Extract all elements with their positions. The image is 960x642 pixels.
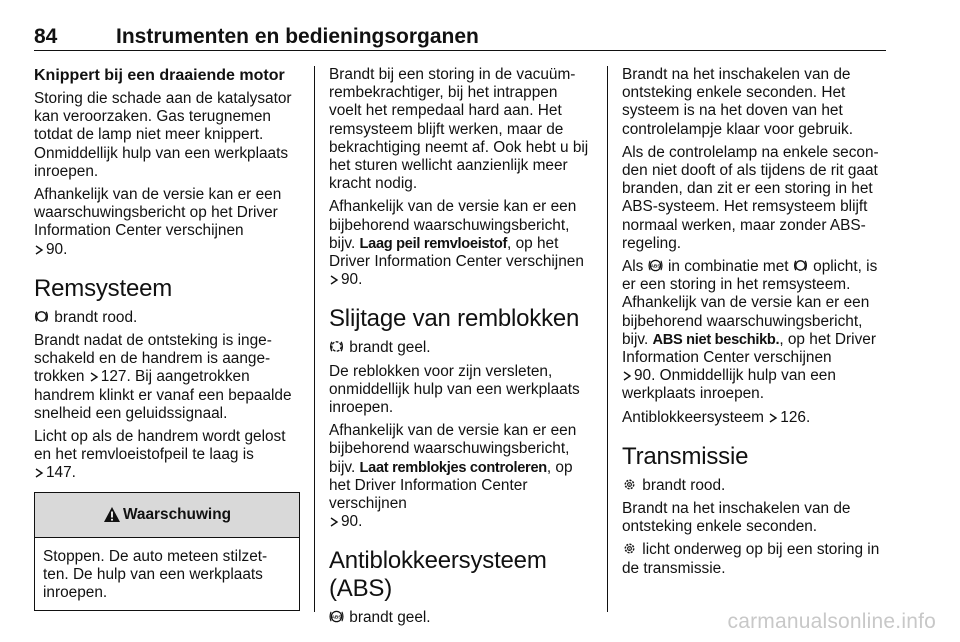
transmission-gear-icon [622, 477, 637, 492]
watermark: carmanualsonline.info [727, 610, 936, 633]
brake-pad-wear-icon [329, 339, 344, 354]
paragraph: Afhankelijk van de versie kan er een waarschuwingsbericht op het Driver Information Center verschijnen 90. [34, 186, 282, 258]
section-heading-transmissie: Transmissie [622, 442, 749, 470]
warning-header [35, 493, 299, 538]
warning-text: Stoppen. De auto meteen stilzet-ten. De hulp van een werkplaats inroepen. [43, 547, 268, 602]
section-heading-remsysteem: Remsysteem [34, 274, 173, 302]
paragraph: Als de controlelamp na enkele secon-den niet dooft of als tijdens de rit gaat branden, dan zit er een storing in het ABS-systeem. Het remsysteem blijft normaal werken, maar zonder ABS-regeling. [622, 143, 879, 252]
warning-box [34, 492, 300, 612]
brake-warning-icon [793, 258, 808, 273]
section-heading-knippert: Knippert bij een draaiende motor [34, 67, 285, 84]
page-reference[interactable]: 127. Bij aangetrokken handrem klinkt er vanaf een bepaalde snelheid een geluidssignaal. [34, 368, 292, 422]
page-reference[interactable]: 147. [46, 464, 76, 482]
paragraph: ABS brandt geel. [329, 609, 593, 627]
message-text: Laag peil remvloeistof [359, 235, 508, 252]
column-3 [622, 66, 886, 583]
page-header [34, 24, 886, 51]
page-reference[interactable]: 126. [780, 408, 811, 426]
abs-icon [329, 609, 344, 624]
section-heading-slijtage: Slijtage van remblokken [329, 305, 580, 333]
message-text: ABS niet beschikb. [652, 331, 780, 348]
paragraph: Afhankelijk van de versie kan er een bijbehorend waarschuwingsbericht, bijv. Laag peil remvloeistof, op het Driver Information Center verschijnen 90. [329, 198, 584, 289]
transmission-gear-icon [622, 541, 637, 556]
svg-text:ABS: ABS [331, 615, 342, 621]
svg-text:!: ! [628, 547, 631, 552]
paragraph: ! licht onderweg op bij een storing in de transmissie. [622, 541, 880, 577]
paragraph: Brandt na het inschakelen van de ontsteking enkele seconden. [622, 500, 851, 536]
page-reference-icon [34, 468, 44, 478]
abs-icon [648, 258, 663, 273]
paragraph: brandt geel. [329, 339, 593, 357]
page-reference[interactable]: 90. [341, 271, 363, 289]
paragraph: Afhankelijk van de versie kan er een bijbehorend waarschuwingsbericht, bijv. Laat remblokjes controleren, op het Driver Information Center verschijnen 90. [329, 422, 577, 531]
page-reference-icon [329, 275, 339, 285]
message-text: Laat remblokjes controleren [359, 459, 547, 476]
warning-triangle-icon [103, 506, 121, 523]
section-heading-abs: Antiblokkeersysteem (ABS) [329, 547, 547, 603]
paragraph: brandt rood. [34, 309, 300, 327]
paragraph: De reblokken voor zijn versleten, onmiddellijk hulp van een werkplaats inroepen. [329, 362, 580, 417]
paragraph: Brandt na het inschakelen van de ontsteking enkele seconden. Het systeem is na het doven van het controlelampje klaar voor gebruik. [622, 66, 853, 138]
page-title: Instrumenten en bedieningsorganen [116, 25, 479, 48]
page-reference[interactable]: 90. [46, 240, 68, 258]
page-reference[interactable]: 90. [341, 513, 363, 531]
page-reference-icon [89, 372, 99, 382]
column-divider [607, 66, 608, 612]
warning-title: Waarschuwing [122, 505, 232, 523]
page-reference-icon [329, 517, 339, 527]
page-reference-icon [768, 413, 778, 423]
column-divider [314, 66, 315, 612]
column-2 [329, 66, 593, 633]
svg-text:!: ! [628, 483, 631, 488]
page-reference-icon [622, 371, 632, 381]
paragraph: Als ABS in combinatie met oplicht, is er een storing in het remsysteem. Afhankelijk van de versie kan er een bijbehorend waarschuwingsbericht, bijv. ABS niet beschikb., op het Driver Information Center verschijnen 90. Onmiddellijk hulp van een werkplaats inroepen. [622, 258, 878, 403]
svg-text:ABS: ABS [650, 263, 661, 269]
page-reference[interactable]: 90. Onmiddellijk hulp van een werkplaats inroepen. [622, 367, 836, 403]
paragraph: Antiblokkeersysteem 126. [622, 408, 811, 426]
page-number: 84 [34, 25, 58, 48]
paragraph: Storing die schade aan de katalysator kan veroorzaken. Gas terugnemen totdat de lamp niet meer knippert. Onmiddellijk hulp van een werkplaats inroepen. [34, 90, 292, 180]
paragraph: Licht op als de handrem wordt gelost en het remvloeistofpeil te laag is 147. [34, 428, 286, 482]
paragraph: ! brandt rood. [622, 477, 886, 495]
paragraph: Brandt bij een storing in de vacuüm-rembekrachtiger, bij het intrappen voelt het rempedaal hard aan. Het remsysteem blijft werken, maar de bekrachtiging neemt af. Ook hebt u bij het sturen wellicht aanzienlijk meer kracht nodig. [329, 66, 589, 193]
brake-warning-icon [34, 309, 49, 324]
paragraph: Brandt nadat de ontsteking is inge-schakeld en de handrem is aange-trokken 127. Bij aangetrokken handrem klinkt er vanaf een bepaalde snelheid een geluidssignaal. [34, 332, 292, 422]
page-reference-icon [34, 245, 44, 255]
column-1 [34, 66, 300, 611]
